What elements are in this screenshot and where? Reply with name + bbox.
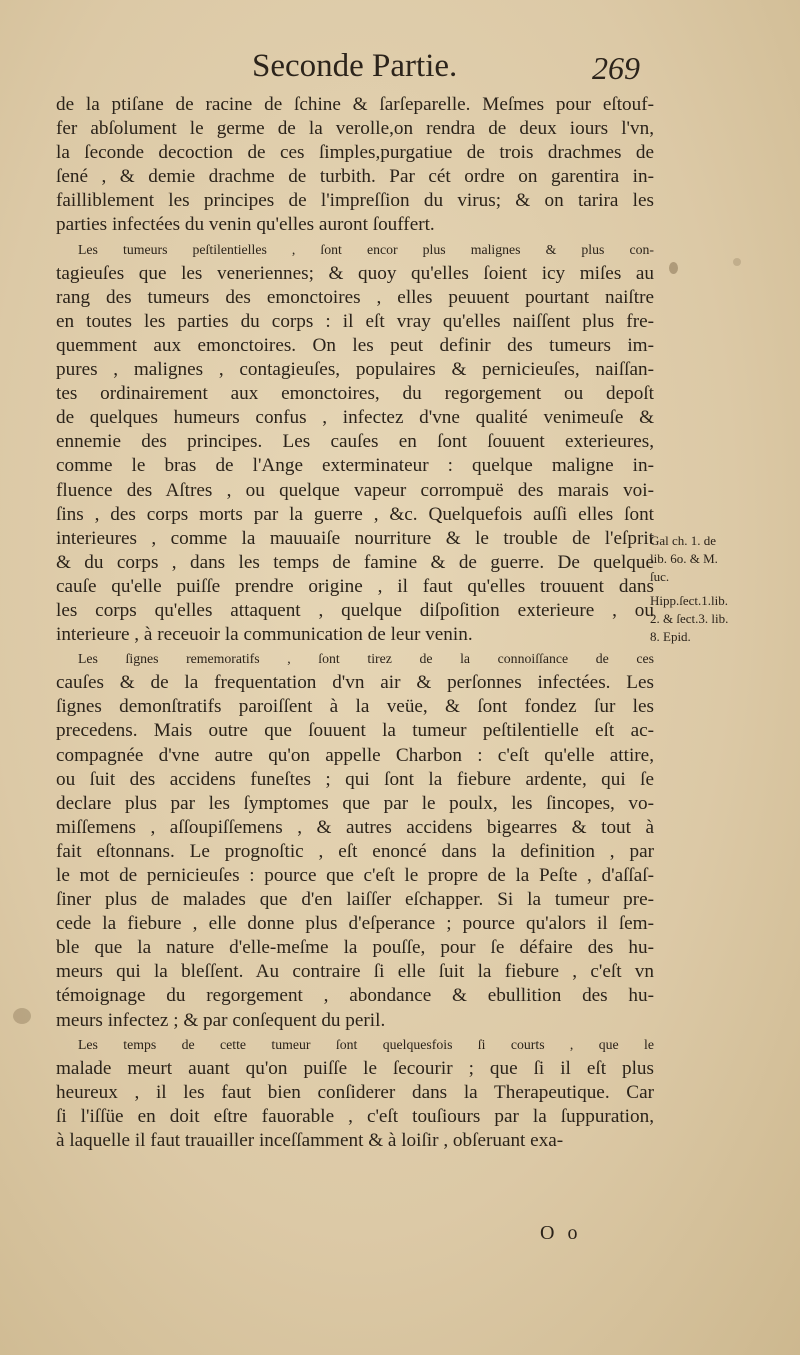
page-number: 269 <box>592 50 640 86</box>
paragraph <box>56 647 654 1033</box>
signature-mark: O o <box>540 1222 582 1244</box>
text-line: de quelques humeurs confus , infectez d'vne qualité venimeuſe & <box>56 407 654 429</box>
text-line: failliblement les principes de l'impreſſion du virus; & on tarira les <box>56 190 654 212</box>
text-line: ſiner plus de malades que d'en laiſſer eſchapper. Si la tumeur pre- <box>56 889 654 911</box>
text-line: cauſe qu'elle puiſſe prendre origine , il faut qu'elles trouuent dans <box>56 575 654 597</box>
ink-stain <box>669 262 678 274</box>
margin-note-line: 8. Epid. <box>650 629 691 644</box>
text-line: ſi l'iſſüe en doit eſtre fauorable , c'eſt touſiours par la ſuppuration, <box>56 1105 654 1127</box>
text-line: & du corps , dans les temps de famine & de guerre. De quelque <box>56 551 654 573</box>
text-line: compagnée d'vne autre qu'on appelle Charbon : c'eſt qu'elle attire, <box>56 744 654 766</box>
text-line: fer abſolument le germe de la verolle,on rendra de deux iours l'vn, <box>56 118 654 140</box>
text-line: malade meurt auant qu'on puiſſe le ſecourir ; que ſi il eſt plus <box>56 1057 654 1079</box>
text-line: miſſemens , aſſoupiſſemens , & autres accidens bigearres & tout à <box>56 816 654 838</box>
text-line: ennemie des principes. Les cauſes en ſont ſouuent exterieures, <box>56 431 654 453</box>
text-line: ou ſuit des accidens funeſtes ; qui ſont la fiebure ardente, qui ſe <box>56 768 654 790</box>
text-line: le mot de pernicieuſes : pource que c'eſt le propre de la Peſte , d'aſſaſ- <box>56 865 654 886</box>
text-line: quemment aux emonctoires. On les peut definir des tumeurs im- <box>56 334 654 356</box>
text-line: ſené , & demie drachme de turbith. Par cét ordre on garentira in- <box>56 166 654 188</box>
text-line: la ſeconde decoction de ces ſimples,purgatiue de trois drachmes de <box>56 142 654 164</box>
text-line: cede la fiebure , elle donne plus d'eſperance ; pource qu'alors il ſem- <box>56 913 654 935</box>
text-line: Les temps de cette tumeur ſont quelquesfois ſi courts , que le <box>78 1036 654 1052</box>
page-header <box>0 48 660 88</box>
paragraph <box>56 93 654 238</box>
text-line: les corps qu'elles attaquent , quelque diſpoſition exterieure , ou <box>56 599 654 621</box>
text-line: tes ordinairement aux emonctoires, du regorgement ou depoſt <box>56 383 654 405</box>
text-line: precedens. Mais outre que ſouuent la tumeur peſtilentielle eſt ac- <box>56 720 654 742</box>
margin-note-line: ſuc. <box>650 569 670 584</box>
running-title: Seconde Partie. <box>252 48 458 84</box>
paragraph <box>56 1033 654 1153</box>
text-line: comme le bras de l'Ange exterminateur : quelque maligne in- <box>56 455 654 477</box>
text-line: ble que la nature d'elle-meſme la pouſſe, pour ſe défaire des hu- <box>56 937 654 959</box>
ink-stain <box>13 1008 31 1024</box>
text-line: Les tumeurs peſtilentielles , ſont encor plus malignes & plus con- <box>78 241 654 257</box>
body-text <box>56 93 654 1153</box>
ink-stain <box>733 258 741 266</box>
text-line: à laquelle il faut trauailler inceſſamment & à loiſir , obſeruant exa- <box>56 1130 564 1152</box>
text-line: rang des tumeurs des emonctoires , elles peuuent pourtant naiſtre <box>56 286 654 308</box>
margin-note-line: Hipp.ſect.1.lib. <box>650 593 728 608</box>
text-line: interieures , comme la mauuaiſe nourriture & le trouble de l'eſprit <box>56 527 654 549</box>
text-line: cauſes & de la frequentation d'vn air & perſonnes infectées. Les <box>56 672 654 694</box>
text-line: ſignes demonſtratifs paroiſſent à la veüe, & ſont fondez ſur les <box>56 696 654 718</box>
text-line: Les ſignes rememoratifs , ſont tirez de la connoiſſance de ces <box>78 651 654 667</box>
text-line: declare plus par les ſymptomes que par le poulx, les ſincopes, vo- <box>56 792 654 814</box>
margin-note-line: 2. & ſect.3. lib. <box>650 611 729 626</box>
text-line: meurs qui la bleſſent. Au contraire ſi elle ſuit la fiebure , c'eſt vn <box>56 961 654 983</box>
text-line: témoignage du regorgement , abondance & ebullition des hu- <box>56 985 654 1007</box>
text-line: fluence des Aſtres , ou quelque vapeur corrompuë des marais voi- <box>56 479 654 501</box>
margin-note-line: Gal ch. 1. de <box>650 533 717 548</box>
text-line: ſins , des corps morts par la guerre , &c. Quelquefois auſſi elles ſont <box>56 503 654 525</box>
text-line: en toutes les parties du corps : il eſt vray qu'elles naiſſent plus fre- <box>56 310 654 332</box>
paragraph <box>56 238 654 648</box>
text-line: tagieuſes que les veneriennes; & quoy qu'elles ſoient icy miſes au <box>56 262 654 284</box>
text-line: heureux , il les faut bien conſiderer dans la Therapeutique. Car <box>56 1081 654 1103</box>
text-line: fait eſtonnans. Le prognoſtic , eſt enoncé dans la definition , par <box>56 840 654 862</box>
text-line: interieure , à receuoir la communication de leur venin. <box>56 624 473 646</box>
text-line: de la ptiſane de racine de ſchine & ſarſeparelle. Meſmes pour eſtouf- <box>56 94 654 115</box>
text-line: parties infectées du venin qu'elles auront ſouffert. <box>56 214 435 236</box>
margin-notes <box>650 532 762 646</box>
text-line: meurs infectez ; & par conſequent du peril. <box>56 1009 386 1031</box>
margin-note-line: lib. 6o. & M. <box>650 551 718 566</box>
text-line: pures , malignes , contagieuſes, populaires & pernicieuſes, naiſſan- <box>56 359 654 381</box>
